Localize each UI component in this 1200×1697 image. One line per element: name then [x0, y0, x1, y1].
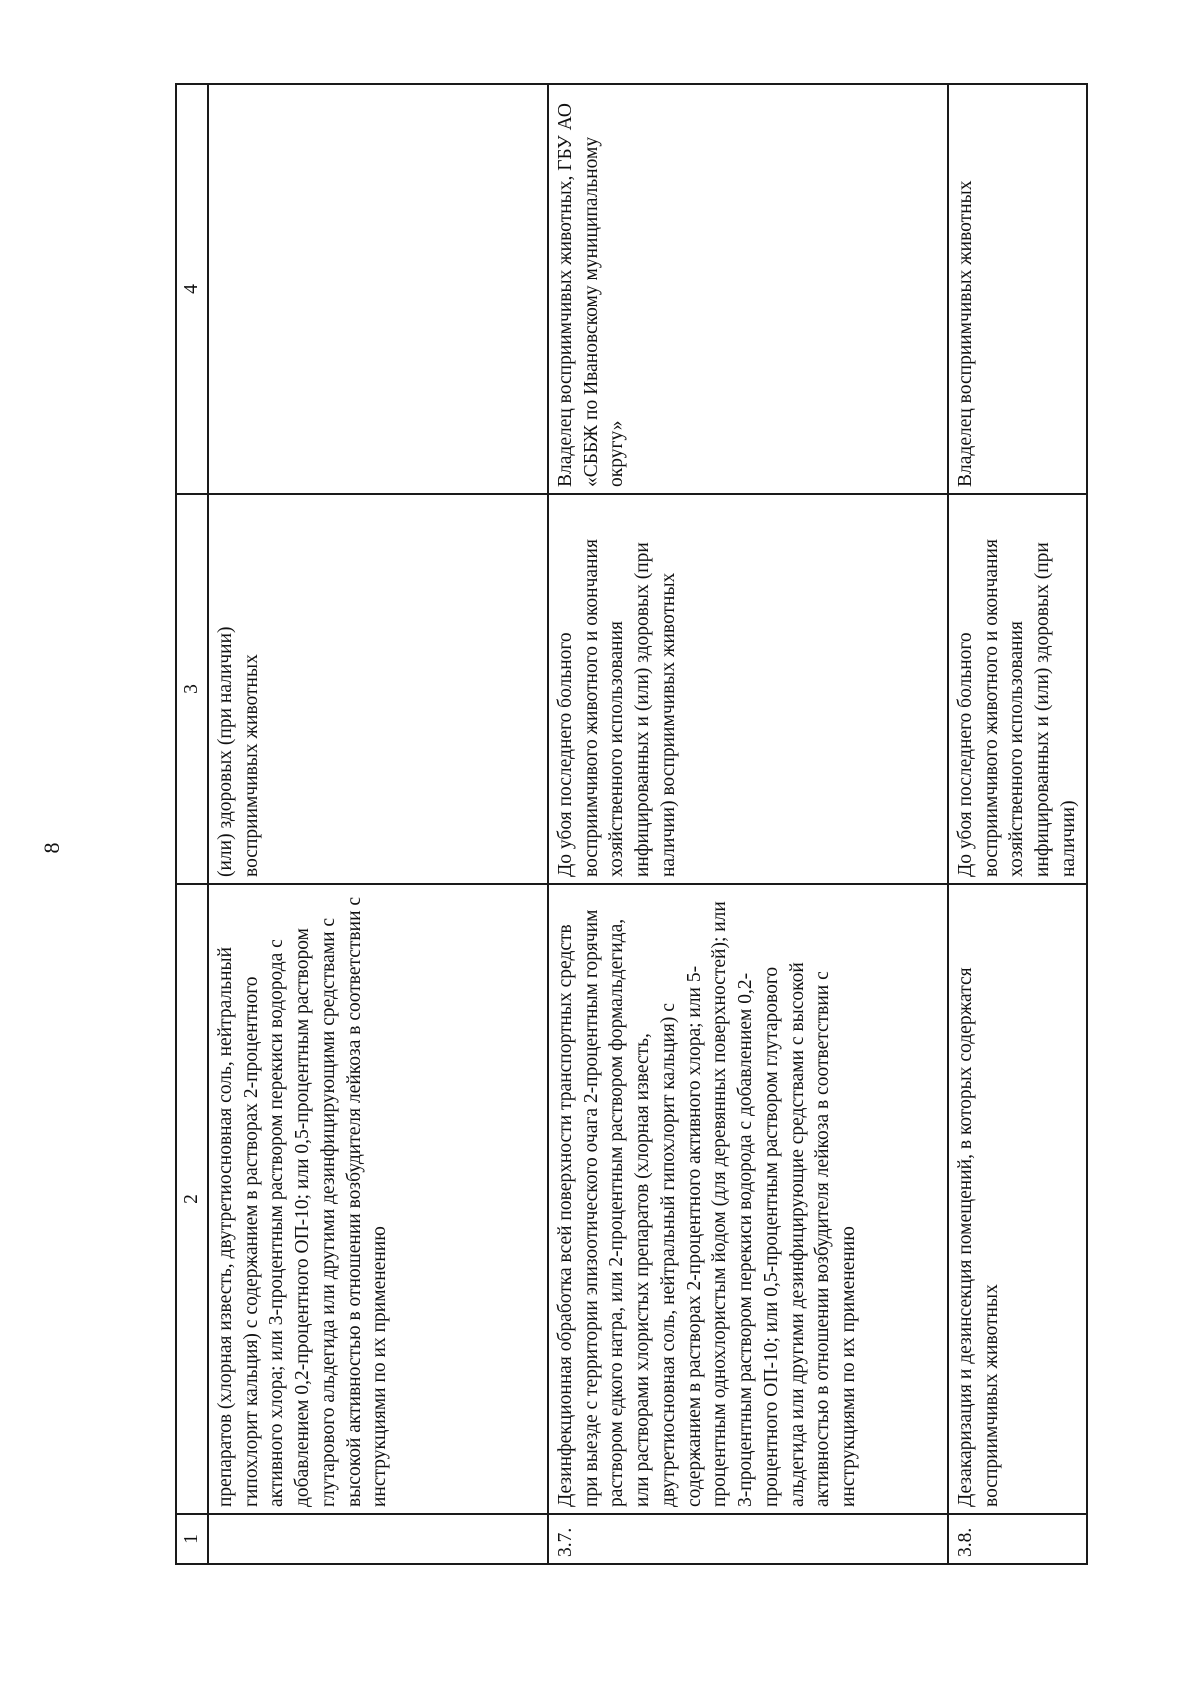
header-cell-3: 3 — [176, 494, 208, 884]
measures-table — [175, 83, 1088, 1565]
action-cell: Дезинфекционная обработка всей поверхности транспортных средств при выезде с территории эпизоотического очага 2-процентным горячим раствором едкого натра, или 2-процентным раствором формальдегида, или растворами хлористых препаратов (хлорная известь, двутретиосновная соль, нейтральный гипохлорит кальция) с содержанием в растворах 2-процентного активного хлора; или 5-процентным однохлористым йодом (для деревянных поверхностей); или 3-процентным раствором перекиси водорода с добавлением 0,2-процентного ОП-10; или 0,5-процентным раствором глутарового альдегида или другими дезинфицирующие средствами с высокой активностью в отношении возбудителя лейкоза в соответствии с инструкциями по их применению — [548, 884, 948, 1514]
term-cell: (или) здоровых (при наличии) восприимчивых животных — [208, 494, 548, 884]
header-cell-2: 2 — [176, 884, 208, 1514]
responsible-cell — [208, 84, 548, 494]
row-number-cell: 3.8. — [948, 1514, 1087, 1564]
header-cell-1: 1 — [176, 1514, 208, 1564]
measures-table-container — [175, 85, 1080, 1565]
table-row — [208, 84, 548, 1564]
table-row — [948, 84, 1087, 1564]
term-cell: До убоя последнего больного восприимчивого животного и окончания хозяйственного использования инфицированных и (или) здоровых (при наличии) восприимчивых животных — [548, 494, 948, 884]
responsible-cell: Владелец восприимчивых животных, ГБУ АО «СББЖ по Ивановскому муниципальному округу» — [548, 84, 948, 494]
header-cell-4: 4 — [176, 84, 208, 494]
row-number-cell — [208, 1514, 548, 1564]
table-row — [548, 84, 948, 1564]
row-number-cell: 3.7. — [548, 1514, 948, 1564]
responsible-cell: Владелец восприимчивых животных — [948, 84, 1087, 494]
action-cell: Дезакаризация и дезинсекция помещений, в которых содержатся восприимчивых животных — [948, 884, 1087, 1514]
table-header-row — [176, 84, 208, 1564]
term-cell: До убоя последнего больного восприимчивого животного и окончания хозяйственного использования инфицированных и (или) здоровых (при наличии) — [948, 494, 1087, 884]
action-cell: препаратов (хлорная известь, двутретиосновная соль, нейтральный гипохлорит кальция) с содержанием в растворах 2-процентного активного хлора; или 3-процентным раствором перекиси водорода с добавлением 0,2-процентного ОП-10; или 0,5-процентным раствором глутарового альдегида или другими дезинфицирующими средствами с высокой активностью в отношении возбудителя лейкоза в соответствии с инструкциями по их применению — [208, 884, 548, 1514]
page-number: 8 — [39, 842, 64, 854]
